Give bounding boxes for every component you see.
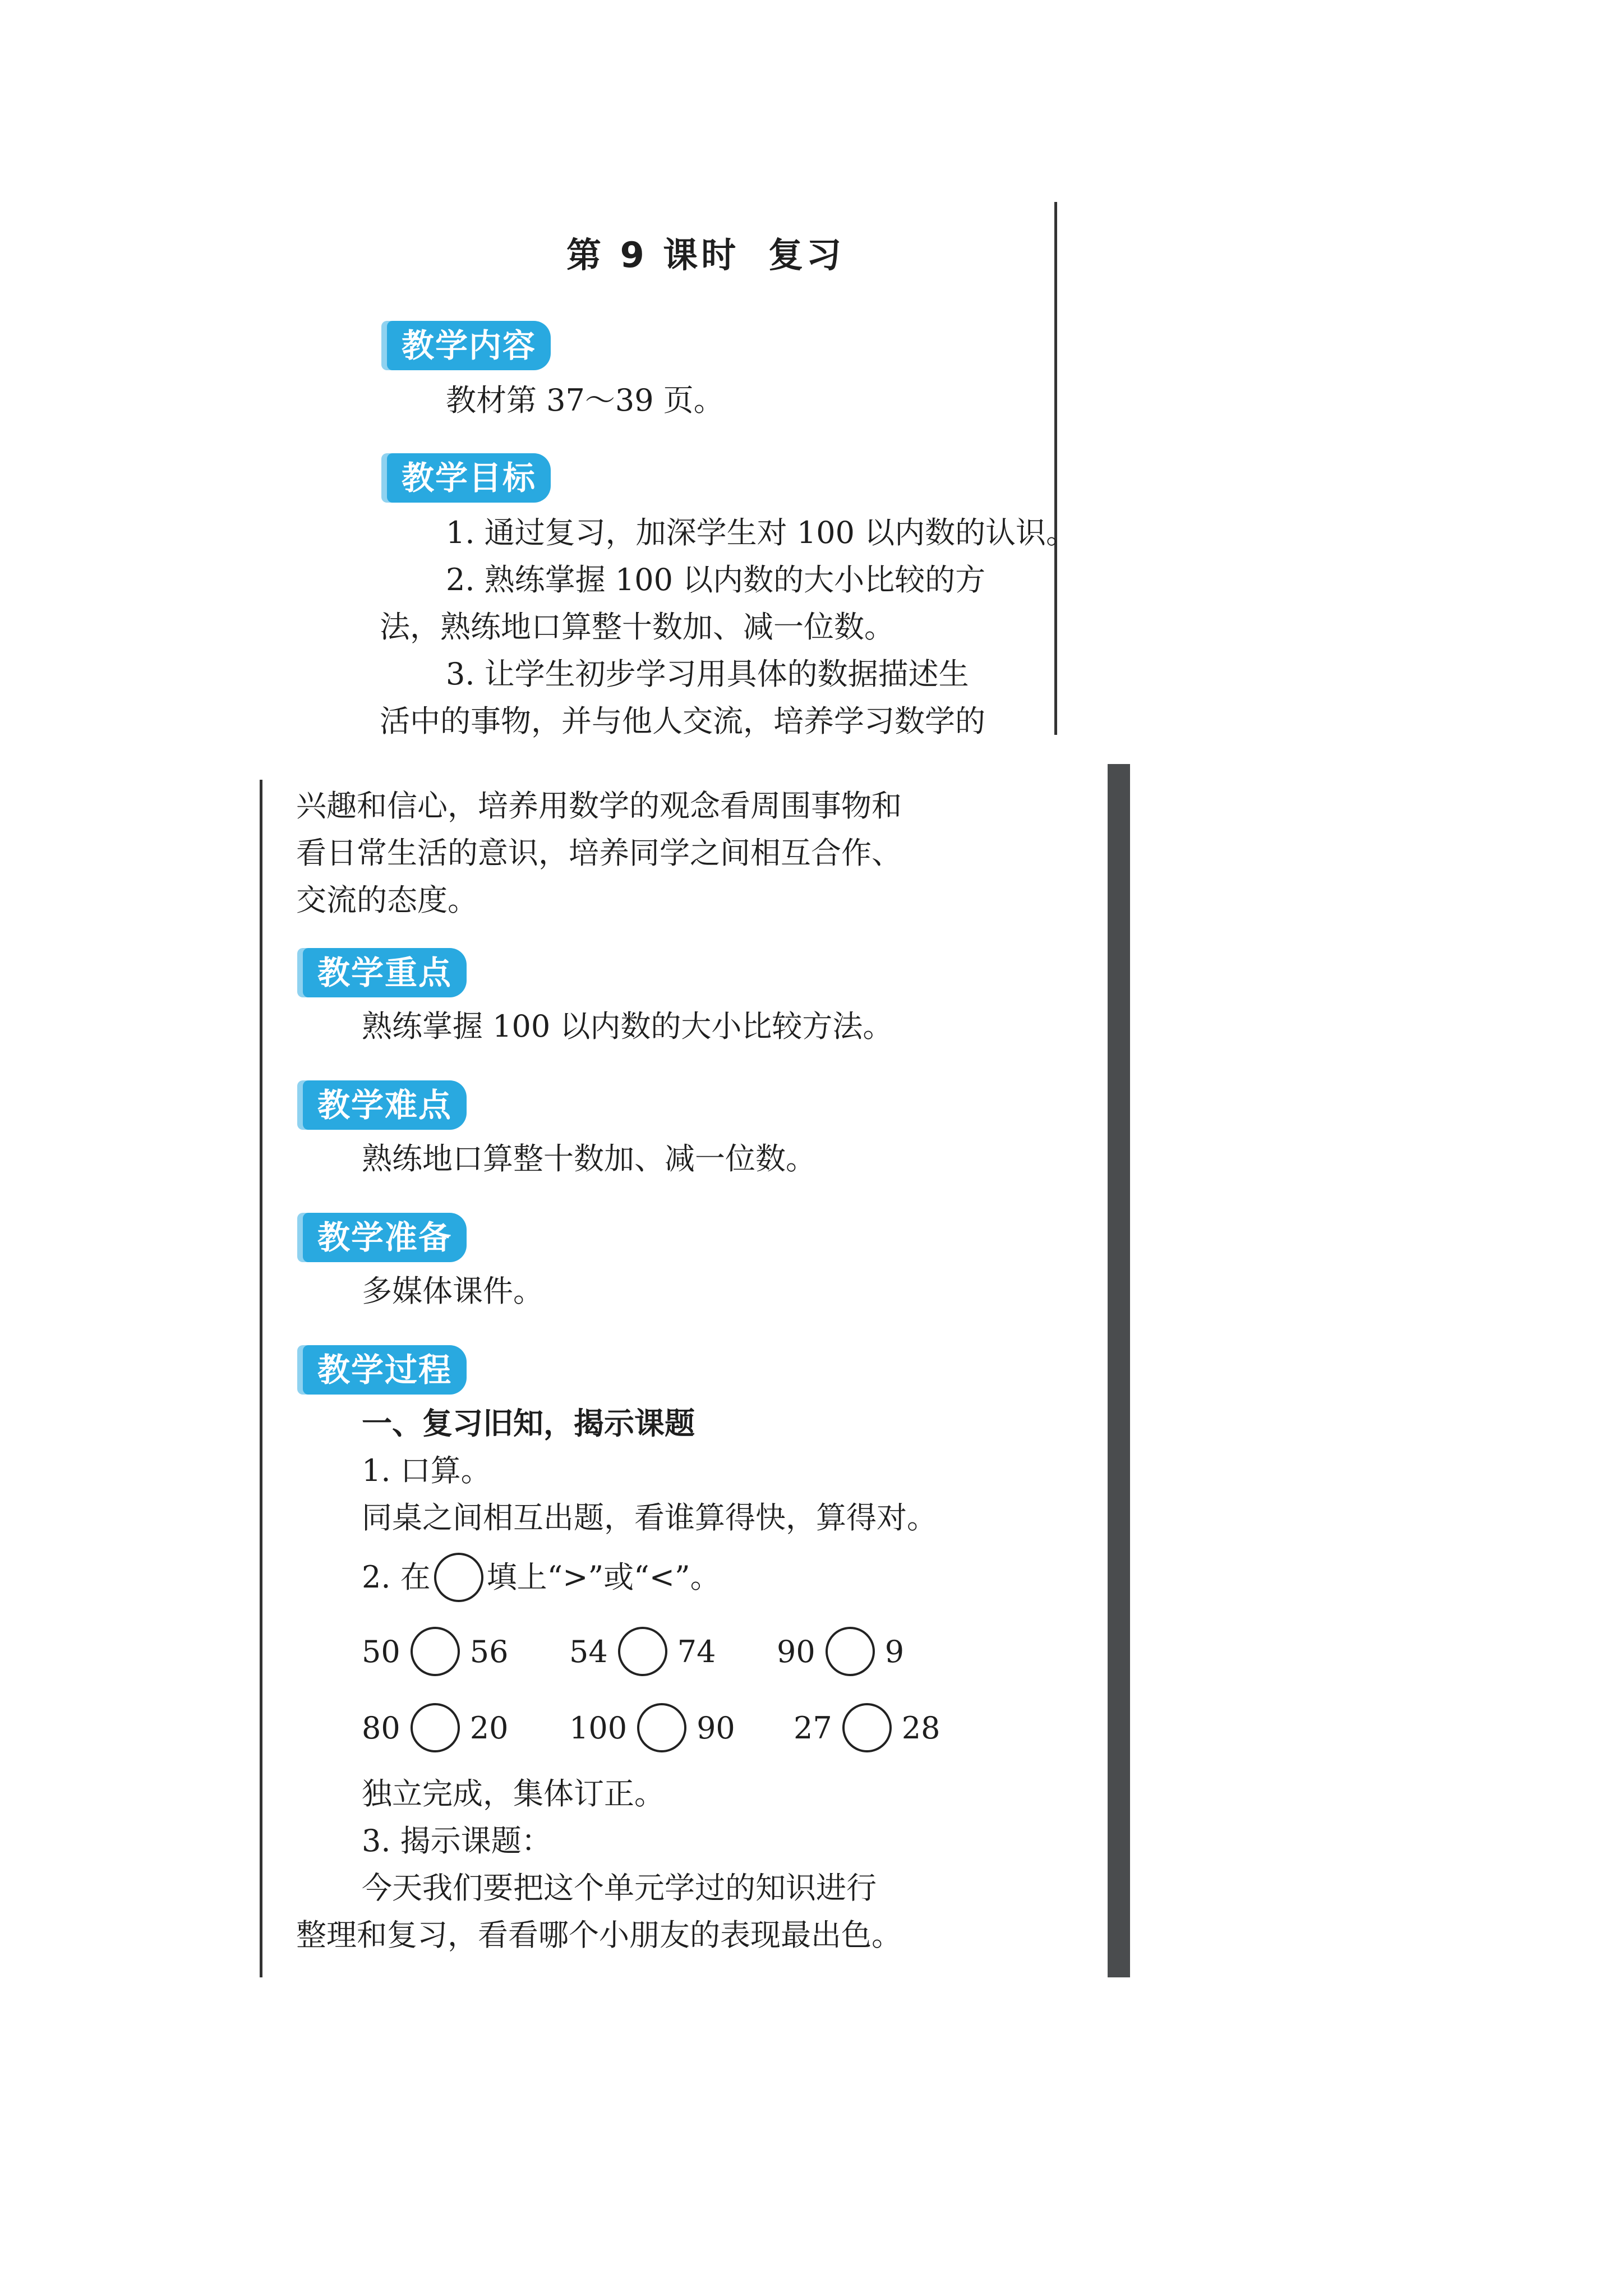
page-title: 复习 [768,234,845,275]
compare-left: 100 [569,1710,628,1746]
step-3-text-b: 整理和复习，看看哪个小朋友的表现最出色。 [296,1917,902,1953]
goal-3d: 看日常生活的意识，培养同学之间相互合作、 [296,835,902,871]
goal-3c: 兴趣和信心，培养用数学的观念看周围事物和 [296,788,902,823]
tag-goal: 教学目标 [387,453,551,503]
bottom-right-bar [1108,764,1130,1977]
blank-circle-icon [434,1553,483,1602]
section-1-heading: 一、复习旧知，揭示课题 [362,1406,695,1441]
compare-left: 80 [362,1710,400,1746]
lesson-number: 第 9 课时 [566,234,740,275]
goal-3b: 活中的事物，并与他人交流，培养学习数学的 [380,703,985,739]
compare-left: 27 [794,1710,832,1746]
answer-circle[interactable] [826,1627,875,1676]
step-2-prefix: 2. 在 [362,1559,431,1595]
compare-left: 54 [569,1634,608,1669]
content-text: 教材第 37～39 页。 [446,383,724,418]
bottom-left-rule [260,780,262,1977]
key-point-text: 熟练掌握 100 以内数的大小比较方法。 [362,1009,893,1044]
compare-item [362,1703,508,1752]
answer-circle[interactable] [411,1627,460,1676]
tag-content: 教学内容 [387,321,551,370]
step-2-text: 独立完成，集体订正。 [362,1776,665,1811]
goal-3e: 交流的态度。 [296,882,478,918]
compare-left: 90 [777,1634,815,1669]
compare-item [569,1703,735,1752]
step-1-text: 同桌之间相互出题，看谁算得快，算得对。 [362,1500,937,1535]
answer-circle[interactable] [637,1703,686,1752]
step-2-suffix: 填上“>”或“<”。 [486,1559,721,1595]
answer-circle[interactable] [842,1703,892,1752]
step-2 [362,1553,721,1602]
compare-item [569,1627,716,1676]
compare-right: 56 [469,1634,509,1669]
step-3-text-a: 今天我们要把这个单元学过的知识进行 [362,1870,877,1906]
compare-item [362,1627,508,1676]
goal-1: 1. 通过复习，加深学生对 100 以内数的认识。 [446,515,1077,550]
top-right-rule [1054,202,1057,735]
tag-difficulty: 教学难点 [303,1080,467,1130]
preparation-text: 多媒体课件。 [362,1273,543,1309]
answer-circle[interactable] [411,1703,460,1752]
compare-left: 50 [362,1634,400,1669]
compare-right: 28 [901,1710,940,1746]
step-3: 3. 揭示课题： [362,1823,552,1858]
goal-2a: 2. 熟练掌握 100 以内数的大小比较的方 [446,562,986,597]
compare-right: 90 [697,1710,735,1746]
tag-preparation: 教学准备 [303,1213,467,1262]
tag-key-point: 教学重点 [303,948,467,997]
compare-right: 74 [677,1634,716,1669]
tag-process: 教学过程 [303,1345,467,1395]
goal-2b: 法，熟练地口算整十数加、减一位数。 [380,609,895,645]
compare-right: 20 [469,1710,509,1746]
goal-3a: 3. 让学生初步学习用具体的数据描述生 [446,656,969,692]
step-1: 1. 口算。 [362,1453,491,1488]
compare-item [777,1627,904,1676]
answer-circle[interactable] [618,1627,667,1676]
difficulty-text: 熟练地口算整十数加、减一位数。 [362,1141,816,1176]
compare-right: 9 [884,1634,905,1669]
compare-item [794,1703,940,1752]
